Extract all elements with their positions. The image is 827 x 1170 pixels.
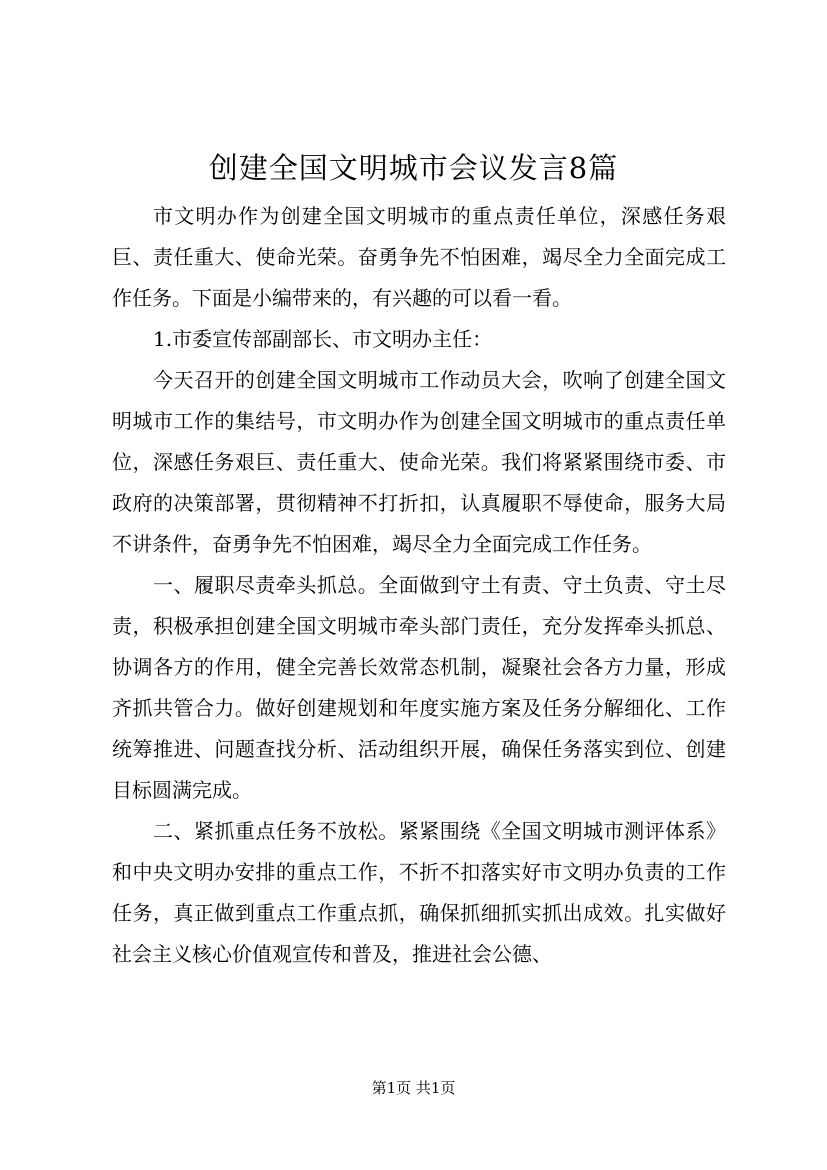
document-title: 创建全国文明城市会议发言8篇 bbox=[208, 151, 619, 185]
paragraph-speaker-heading: 1.市委宣传部副部长、市文明办主任： bbox=[153, 327, 493, 351]
paragraph-point-one: 一、履职尽责牵头抓总。全面做到守土有责、守土负责、守土尽责，积极承担创建全国文明城市牵头部门责任，充分发挥牵头抓总、协调各方的作用，健全完善长效常态机制，凝聚社会各方力量，形成齐抓共管合力。做好创建规划和年度实施方案及任务分解细化、工作统筹推进、问题查找分析、活动组织开展，确保任务落实到位、创建目标圆满完成。 bbox=[112, 573, 726, 802]
paragraph-point-two: 二、紧抓重点任务不放松。紧紧围绕《全国文明城市测评体系》和中央文明办安排的重点工作，不折不扣落实好市文明办负责的工作任务，真正做到重点工作重点抓，确保抓细抓实抓出成效。扎实做好社会主义核心价值观宣传和普及，推进社会公德、 bbox=[112, 819, 726, 966]
paragraph-intro: 市文明办作为创建全国文明城市的重点责任单位，深感任务艰巨、责任重大、使命光荣。奋勇争先不怕困难，竭尽全力全面完成工作任务。下面是小编带来的，有兴趣的可以看一看。 bbox=[112, 204, 726, 310]
paragraph-speech-opening: 今天召开的创建全国文明城市工作动员大会，吹响了创建全国文明城市工作的集结号，市文明办作为创建全国文明城市的重点责任单位，深感任务艰巨、责任重大、使命光荣。我们将紧紧围绕市委、市政府的决策部署，贯彻精神不打折扣，认真履职不辱使命，服务大局不讲条件，奋勇争先不怕困难，竭尽全力全面完成工作任务。 bbox=[112, 368, 726, 556]
document-body bbox=[112, 196, 726, 975]
page-footer: 第1页 共1页 bbox=[371, 1079, 456, 1097]
